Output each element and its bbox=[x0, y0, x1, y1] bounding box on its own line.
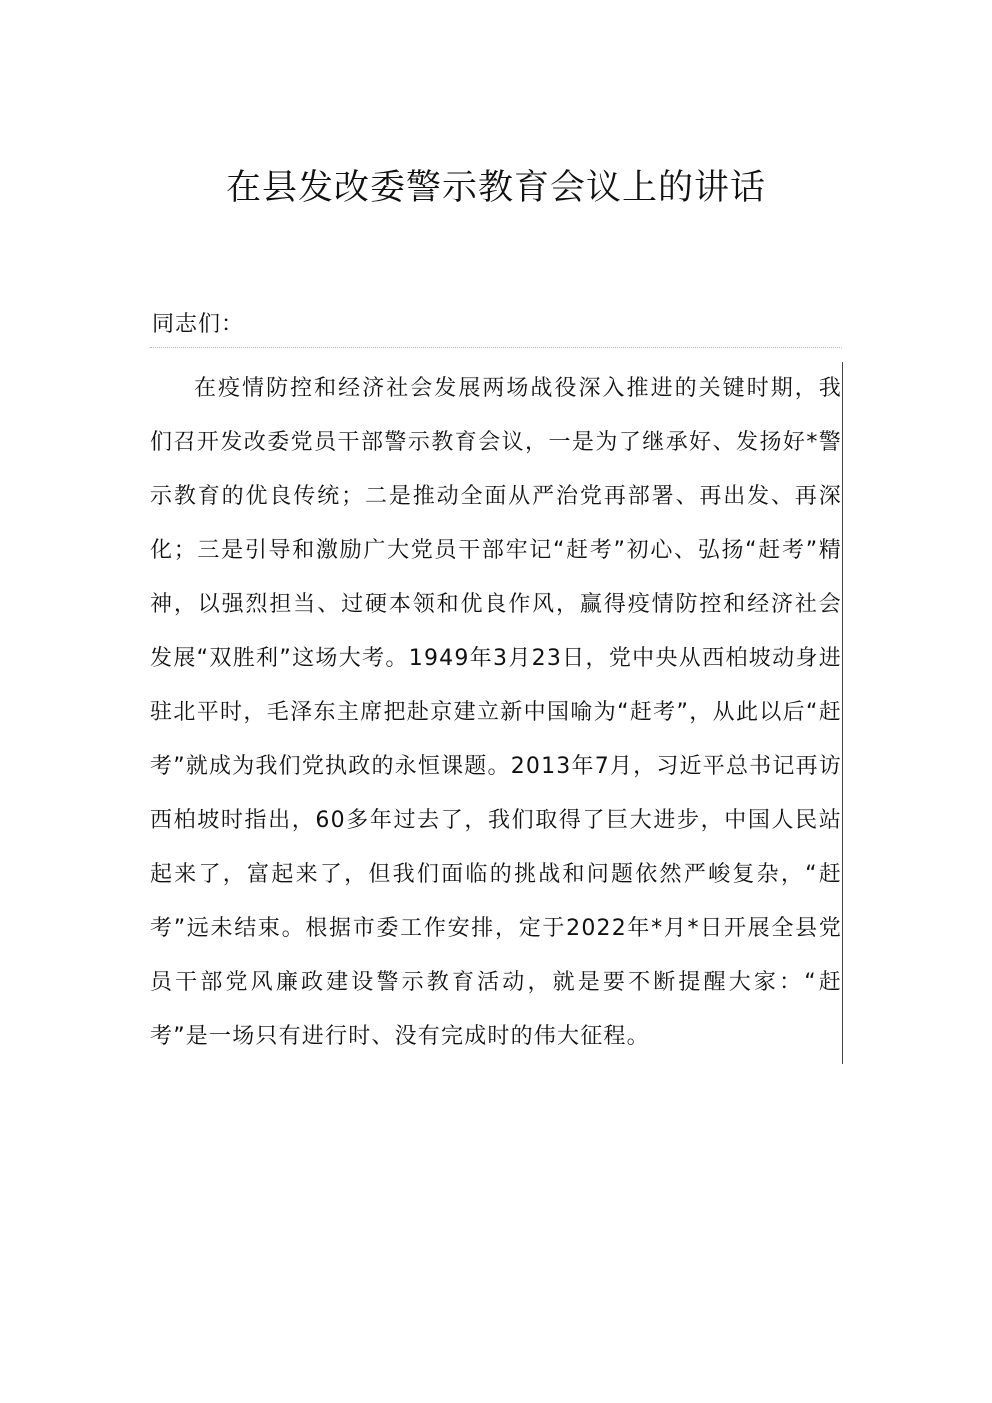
dotted-divider bbox=[150, 347, 842, 348]
document-title: 在县发改委警示教育会议上的讲话 bbox=[225, 168, 766, 208]
body-paragraph: 在疫情防控和经济社会发展两场战役深入推进的关键时期，我们召开发改委党员干部警示教育会议，一是为了继承好、发扬好*警示教育的优良传统；二是推动全面从严治党再部署、再出发、再深化；三是引导和激励广大党员干部牢记“赶考”初心、弘扬“赶考”精神，以强烈担当、过硬本领和优良作风，赢得疫情防控和经济社会发展“双胜利”这场大考。1949年3月23日，党中央从西柏坡动身进驻北平时，毛泽东主席把赴京建立新中国喻为“赶考”，从此以后“赶考”就成为我们党执政的永恒课题。2013年7月，习近平总书记再访西柏坡时指出，60多年过去了，我们取得了巨大进步，中国人民站起来了，富起来了，但我们面临的挑战和问题依然严峻复杂，“赶考”远未结束。根据市委工作安排，定于2022年*月*日开展全县党员干部党风廉政建设警示教育活动，就是要不断提醒大家：“赶考”是一场只有进行时、没有完成时的伟大征程。 bbox=[150, 362, 843, 1064]
salutation: 同志们： bbox=[152, 312, 245, 337]
